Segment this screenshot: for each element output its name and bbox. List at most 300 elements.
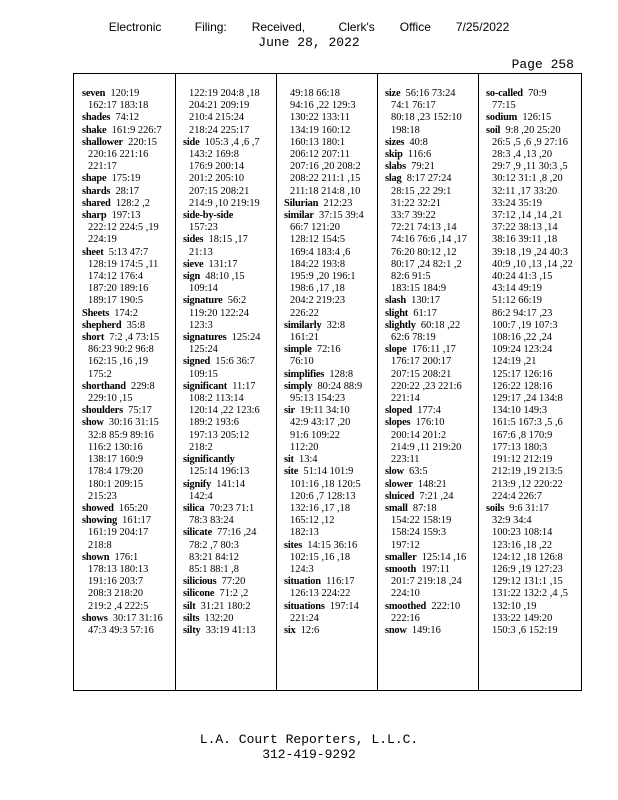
page-line-refs: 126:13 224:22 <box>290 588 351 600</box>
page-line-refs: 220:15 <box>122 136 157 148</box>
index-entry <box>280 454 375 466</box>
index-entry <box>78 332 173 344</box>
page-line-refs: 130:22 133:11 <box>290 112 350 124</box>
page-line-refs: 222:12 224:5 ,19 <box>88 222 159 234</box>
page-line-refs: 28:15 ,22 29:1 <box>391 185 452 197</box>
page-line-refs: 132:16 ,17 ,18 <box>290 502 351 514</box>
index-term: sign <box>183 271 201 283</box>
page-line-refs: 183:15 184:9 <box>391 283 447 295</box>
index-term: signed <box>183 356 211 368</box>
index-term: shards <box>82 185 111 197</box>
index-term: shown <box>82 551 110 563</box>
index-entry <box>381 295 476 307</box>
page-line-refs: 40:8 <box>404 136 428 148</box>
index-term: sloped <box>385 405 413 417</box>
index-entry <box>381 308 476 320</box>
index-entry <box>78 88 173 100</box>
index-term: short <box>82 332 105 344</box>
index-term: significant <box>183 380 227 392</box>
index-term: sheet <box>82 246 104 258</box>
page-line-refs: 161:17 <box>116 515 152 527</box>
page-line-refs: 91:6 109:22 <box>290 429 340 441</box>
word-index-table <box>73 73 582 691</box>
page-line-refs: 80:18 ,23 152:10 <box>391 112 462 124</box>
index-entry <box>179 295 274 307</box>
index-term: sizes <box>385 136 405 148</box>
page-line-refs: 101:16 ,18 120:5 <box>290 478 361 490</box>
page-line-refs: 180:1 209:15 <box>88 478 144 490</box>
index-entry <box>280 381 375 393</box>
page-line-refs: 229:8 <box>125 380 155 392</box>
index-entry <box>381 405 476 417</box>
index-term: situation <box>284 576 321 588</box>
page-line-refs: 221:17 <box>88 161 117 173</box>
index-term: situations <box>284 600 325 612</box>
page-line-refs: 126:15 <box>517 112 552 124</box>
page-line-refs: 207:16 ,20 208:2 <box>290 161 361 173</box>
index-entry <box>381 552 476 564</box>
page-line-refs: 40:9 ,10 ,13 ,14 ,22 <box>492 258 573 270</box>
page-line-refs: 14:15 36:16 <box>302 539 358 551</box>
page-line-refs: 15:6 36:7 <box>210 356 255 368</box>
index-entry <box>179 259 274 271</box>
index-term: sodium <box>486 112 518 124</box>
page-line-refs: 32:8 85:9 89:16 <box>88 429 154 441</box>
page-line-refs: 211:18 214:8 ,10 <box>290 185 361 197</box>
page-line-refs: 32:9 34:4 <box>492 515 532 527</box>
index-entry <box>381 137 476 149</box>
page-line-refs: 124:19 ,21 <box>492 356 537 368</box>
index-entry <box>78 613 173 625</box>
page-line-refs: 33:7 39:22 <box>391 210 436 222</box>
index-entry <box>179 576 274 588</box>
index-term: slope <box>385 344 407 356</box>
index-term: significantly <box>183 454 235 466</box>
page-line-refs: 11:17 <box>227 380 256 392</box>
page-line-refs: 30:12 31:1 ,8 ,20 <box>492 173 563 185</box>
page-line-refs: 191:16 203:7 <box>88 576 144 588</box>
index-term: seven <box>82 88 106 99</box>
index-entry <box>179 588 274 600</box>
page-line-refs: 208:22 211:1 ,15 <box>290 173 361 185</box>
page-line-refs: 218:24 225:17 <box>189 124 250 136</box>
page-line-refs: 204:2 219:23 <box>290 295 346 307</box>
page-line-refs: 212:19 ,19 213:5 <box>492 466 563 478</box>
index-term: shows <box>82 612 108 624</box>
page-line-refs: 157:23 <box>189 222 218 234</box>
index-term: slow <box>385 466 404 478</box>
index-term: sharp <box>82 210 107 222</box>
page-line-refs: 125:24 <box>226 332 261 344</box>
page-line-refs: 175:19 <box>106 173 141 185</box>
index-term: silicious <box>183 576 217 588</box>
index-entry <box>179 479 274 491</box>
page-line-refs: 207:15 208:21 <box>189 185 250 197</box>
page-line-refs: 142:4 <box>189 490 213 502</box>
index-entry <box>381 503 476 515</box>
page-line-refs: 176:10 <box>410 417 445 429</box>
index-entry <box>179 356 274 368</box>
page-line-refs: 206:12 207:11 <box>290 149 350 161</box>
index-term: simplifies <box>284 368 325 380</box>
index-term: simple <box>284 344 312 356</box>
page-line-refs: 7:21 ,24 <box>414 490 454 502</box>
page-line-refs: 224:10 <box>391 588 420 600</box>
page-line-refs: 207:15 208:21 <box>391 368 452 380</box>
index-entry <box>482 88 580 100</box>
index-term: shake <box>82 124 107 136</box>
page-line-refs: 128:19 174:5 ,11 <box>88 258 159 270</box>
page-line-refs: 161:9 226:7 <box>106 124 162 136</box>
index-entry <box>78 210 173 222</box>
page-line-refs: 176:11 ,17 <box>406 344 456 356</box>
page-line-refs: 222:10 <box>426 600 461 612</box>
index-entry <box>78 405 173 417</box>
index-term: side-by-side <box>183 210 234 222</box>
index-entry <box>78 552 173 564</box>
page-line-refs: 175:2 <box>88 368 112 380</box>
page-line-refs: 86:23 90:2 96:8 <box>88 344 154 356</box>
index-term: so-called <box>486 88 523 99</box>
index-entry <box>280 625 375 637</box>
page-line-refs: 19:11 34:10 <box>294 405 350 417</box>
index-term: sluiced <box>385 490 415 502</box>
page-line-refs: 158:24 159:3 <box>391 527 447 539</box>
page-line-refs: 221:14 <box>391 393 420 405</box>
index-term: slightly <box>385 319 416 331</box>
index-term: slash <box>385 295 406 307</box>
page-line-refs: 125:24 <box>189 344 218 356</box>
page-line-refs: 126:22 128:16 <box>492 380 553 392</box>
index-entry <box>280 540 375 552</box>
index-entry <box>381 491 476 503</box>
page-line-refs: 165:12 ,12 <box>290 515 335 527</box>
page-line-refs: 219:2 ,4 222:5 <box>88 600 149 612</box>
page-line-refs: 149:16 <box>406 624 441 636</box>
index-term: shorthand <box>82 380 126 392</box>
index-term: silicone <box>183 588 215 600</box>
page-line-refs: 76:10 <box>290 356 314 368</box>
page-line-refs: 182:13 <box>290 527 319 539</box>
page-line-refs: 63:5 <box>403 466 428 478</box>
index-term: small <box>385 502 408 514</box>
page-line-refs: 134:10 149:3 <box>492 405 548 417</box>
page-line-refs: 39:18 ,19 ,24 40:3 <box>492 246 568 258</box>
page-line-refs: 176:9 200:14 <box>189 161 245 173</box>
page-line-refs: 56:2 <box>222 295 247 307</box>
page-line-refs: 80:24 88:9 <box>312 380 363 392</box>
page-line-refs: 197:11 <box>416 563 450 575</box>
index-entry <box>78 381 173 393</box>
page-line-refs: 125:17 126:16 <box>492 368 553 380</box>
page-line-refs: 224:4 226:7 <box>492 490 542 502</box>
index-term: six <box>284 624 296 636</box>
page-line-refs: 198:18 <box>391 124 420 136</box>
column-divider <box>276 74 277 690</box>
page-line-refs: 208:3 218:20 <box>88 588 144 600</box>
page-line-refs: 174:2 <box>109 307 138 319</box>
page-line-refs: 51:14 101:9 <box>298 466 354 478</box>
page-line-refs: 94:16 ,22 129:3 <box>290 100 356 112</box>
index-entry <box>179 381 274 393</box>
page-line-refs: 210:4 215:24 <box>189 112 245 124</box>
index-term: similar <box>284 210 314 222</box>
page-line-refs: 218:8 <box>88 539 112 551</box>
index-entry <box>482 503 580 515</box>
index-entry <box>381 479 476 491</box>
index-entry <box>381 173 476 185</box>
page-line-refs: 150:3 ,6 152:19 <box>492 624 558 636</box>
index-term: slag <box>385 173 402 185</box>
index-term: shades <box>82 112 111 124</box>
index-term: sites <box>284 539 303 551</box>
index-entry <box>280 210 375 222</box>
index-entry <box>381 564 476 576</box>
page-line-refs: 160:13 180:1 <box>290 136 346 148</box>
page-line-refs: 77:20 <box>216 576 246 588</box>
page-line-refs: 28:3 ,4 ,13 ,20 <box>492 149 553 161</box>
page-line-refs: 176:1 <box>109 551 139 563</box>
index-term: soil <box>486 124 501 136</box>
page-line-refs: 32:11 ,17 33:20 <box>492 185 558 197</box>
page-line-refs: 28:17 <box>110 185 140 197</box>
page-line-refs: 133:22 149:20 <box>492 612 553 624</box>
page-line-refs: 167:6 ,8 170:9 <box>492 429 553 441</box>
page-line-refs: 43:14 49:19 <box>492 283 542 295</box>
page-line-refs: 129:17 ,24 134:8 <box>492 393 563 405</box>
page-line-refs: 72:21 74:13 ,14 <box>391 222 457 234</box>
index-entry <box>280 466 375 478</box>
page-line-refs: 154:22 158:19 <box>391 515 452 527</box>
page-line-refs: 116:2 130:16 <box>88 441 143 453</box>
index-term: skip <box>385 149 403 161</box>
index-entry <box>381 625 476 637</box>
page-line-refs: 74:12 <box>110 112 140 124</box>
index-term: Silurian <box>284 197 319 209</box>
page-line-refs: 189:17 190:5 <box>88 295 144 307</box>
index-term: smooth <box>385 563 417 575</box>
page-line-refs: 74:16 76:6 ,14 ,17 <box>391 234 467 246</box>
index-entry <box>280 344 375 356</box>
page-line-refs: 29:7 ,9 ,11 30:3 ,5 <box>492 161 568 173</box>
page-line-refs: 123:16 ,18 ,22 <box>492 539 553 551</box>
page-line-refs: 138:17 160:9 <box>88 454 144 466</box>
page-line-refs: 122:19 204:8 ,18 <box>189 88 260 99</box>
page-line-refs: 72:16 <box>311 344 341 356</box>
index-entry <box>78 320 173 332</box>
column-divider <box>175 74 176 690</box>
index-term: signify <box>183 478 212 490</box>
page-line-refs: 47:3 49:3 57:16 <box>88 624 154 636</box>
index-term: slopes <box>385 417 411 429</box>
page-line-refs: 197:12 <box>391 539 420 551</box>
page-line-refs: 214:9 ,10 219:19 <box>189 197 260 209</box>
page-line-refs: 78:3 83:24 <box>189 515 234 527</box>
page-line-refs: 109:14 <box>189 283 218 295</box>
page-line-refs: 80:17 ,24 82:1 ,2 <box>391 258 462 270</box>
index-term: Sheets <box>82 307 110 319</box>
index-entry <box>78 173 173 185</box>
page-line-refs: 129:12 131:1 ,15 <box>492 576 563 588</box>
page-line-refs: 229:10 ,15 <box>88 393 133 405</box>
page-line-refs: 162:15 ,16 ,19 <box>88 356 149 368</box>
index-term: silty <box>183 624 201 636</box>
page-line-refs: 221:24 <box>290 612 319 624</box>
index-entry <box>179 271 274 283</box>
page-line-refs: 218:2 <box>189 441 213 453</box>
index-entry <box>78 308 173 320</box>
page-line-refs: 161:5 167:3 ,5 ,6 <box>492 417 563 429</box>
page-line-refs: 178:13 180:13 <box>88 563 149 575</box>
page-line-refs: 197:14 <box>324 600 359 612</box>
page-line-refs: 195:9 ,20 196:1 <box>290 271 356 283</box>
index-entry <box>179 613 274 625</box>
page-line-refs: 77:15 <box>492 100 516 112</box>
page-line-refs: 132:20 <box>199 612 234 624</box>
page-line-refs: 60:18 ,22 <box>415 319 461 331</box>
index-term: slower <box>385 478 413 490</box>
index-entry <box>381 417 476 429</box>
page-line-refs: 224:19 <box>88 234 117 246</box>
index-entry <box>280 405 375 417</box>
index-entry <box>381 149 476 161</box>
page-line-refs: 191:12 212:19 <box>492 454 553 466</box>
page-line-refs: 95:13 154:23 <box>290 393 346 405</box>
page-line-refs: 30:17 31:16 <box>107 612 163 624</box>
index-entry <box>78 417 173 429</box>
index-entry <box>179 454 274 466</box>
page-line-refs: 70:9 <box>522 88 547 99</box>
index-entry <box>482 112 580 124</box>
page-line-refs: 77:16 ,24 <box>211 527 257 539</box>
page-line-refs: 85:1 88:1 ,8 <box>189 563 239 575</box>
page-line-refs: 12:6 <box>295 624 320 636</box>
page-line-refs: 74:1 76:17 <box>391 100 436 112</box>
page-line-refs: 161:19 204:17 <box>88 527 149 539</box>
page-line-refs: 128:12 154:5 <box>290 234 346 246</box>
page-line-refs: 174:12 176:4 <box>88 271 144 283</box>
page-line-refs: 108:16 ,22 ,24 <box>492 332 553 344</box>
page-line-refs: 18:15 ,17 <box>203 234 248 246</box>
reporter-phone: 312-419-9292 <box>262 747 356 762</box>
page-line-refs: 79:21 <box>405 161 435 173</box>
page-line-refs: 126:9 ,19 127:23 <box>492 563 563 575</box>
index-entry <box>381 320 476 332</box>
page-line-refs: 105:3 ,4 ,6 ,7 <box>199 136 260 148</box>
index-term: shallower <box>82 136 123 148</box>
index-term: showing <box>82 515 117 527</box>
page-line-refs: 112:20 <box>290 441 319 453</box>
index-entry <box>280 198 375 210</box>
page-line-refs: 33:19 41:13 <box>200 624 256 636</box>
index-entry <box>78 503 173 515</box>
index-entry <box>280 601 375 613</box>
index-entry <box>179 601 274 613</box>
index-term: site <box>284 466 299 478</box>
index-column-2 <box>179 88 274 688</box>
page-line-refs: 197:13 205:12 <box>189 429 250 441</box>
page-line-refs: 198:6 ,17 ,18 <box>290 283 345 295</box>
page-line-refs: 87:18 <box>407 502 437 514</box>
page-line-refs: 33:24 35:19 <box>492 197 542 209</box>
page-line-refs: 56:16 73:24 <box>400 88 456 99</box>
index-entry <box>78 125 173 137</box>
index-term: silicate <box>183 527 212 539</box>
index-entry <box>179 625 274 637</box>
index-entry <box>78 198 173 210</box>
index-term: sieve <box>183 258 204 270</box>
index-entry <box>179 503 274 515</box>
index-column-5 <box>482 88 580 688</box>
page-line-refs: 35:8 <box>121 319 146 331</box>
page-line-refs: 165:20 <box>113 502 148 514</box>
page-line-refs: 214:9 ,11 219:20 <box>391 441 462 453</box>
page-line-refs: 161:21 <box>290 332 319 344</box>
index-term: silt <box>183 600 196 612</box>
page-line-refs: 102:15 ,16 ,18 <box>290 551 351 563</box>
page-line-refs: 223:11 <box>391 454 420 466</box>
column-divider <box>478 74 479 690</box>
index-entry <box>280 320 375 332</box>
page-line-refs: 48:10 ,15 <box>200 271 245 283</box>
page-line-refs: 120:14 ,22 123:6 <box>189 405 260 417</box>
index-term: side <box>183 136 200 148</box>
index-term: sir <box>284 405 295 417</box>
page-line-refs: 184:22 193:8 <box>290 258 346 270</box>
page-line-refs: 37:15 39:4 <box>313 210 364 222</box>
page-line-refs: 13:4 <box>293 454 318 466</box>
index-term: signatures <box>183 332 227 344</box>
index-term: slabs <box>385 161 406 173</box>
page-line-refs: 37:12 ,14 ,14 ,21 <box>492 210 563 222</box>
page-line-refs: 132:10 ,19 <box>492 600 537 612</box>
page-line-refs: 120:6 ,7 128:13 <box>290 490 356 502</box>
index-term: showed <box>82 502 114 514</box>
page-line-refs: 125:14 196:13 <box>189 466 250 478</box>
page-line-refs: 21:13 <box>189 246 213 258</box>
index-entry <box>280 576 375 588</box>
index-term: shoulders <box>82 405 123 417</box>
reporter-name: L.A. Court Reporters, L.L.C. <box>199 732 419 747</box>
index-column-4 <box>381 88 476 688</box>
page-line-refs: 220:16 221:16 <box>88 149 149 161</box>
page-line-refs: 83:21 84:12 <box>189 551 239 563</box>
index-entry <box>482 125 580 137</box>
page-line-refs: 62:6 78:19 <box>391 332 436 344</box>
index-term: similarly <box>284 319 322 331</box>
index-term: silica <box>183 502 205 514</box>
page-line-refs: 119:20 122:24 <box>189 307 249 319</box>
page-line-refs: 100:23 108:14 <box>492 527 553 539</box>
page-line-refs: 128:2 ,2 <box>110 197 150 209</box>
index-entry <box>179 234 274 246</box>
page-number: Page 258 <box>511 57 574 72</box>
index-term: snow <box>385 624 407 636</box>
page-line-refs: 131:17 <box>203 258 238 270</box>
page-line-refs: 130:17 <box>405 295 441 307</box>
page-line-refs: 109:24 123:24 <box>492 344 553 356</box>
index-entry <box>179 137 274 149</box>
page-line-refs: 9:8 ,20 25:20 <box>500 124 561 136</box>
page-line-refs: 26:5 ,5 ,6 ,9 27:16 <box>492 136 568 148</box>
page-line-refs: 128:8 <box>324 368 354 380</box>
index-entry <box>179 527 274 539</box>
index-term: sides <box>183 234 204 246</box>
page-line-refs: 124:12 ,18 126:8 <box>492 551 563 563</box>
index-column-3 <box>280 88 375 688</box>
page-line-refs: 162:17 183:18 <box>88 100 149 112</box>
index-entry <box>381 161 476 173</box>
